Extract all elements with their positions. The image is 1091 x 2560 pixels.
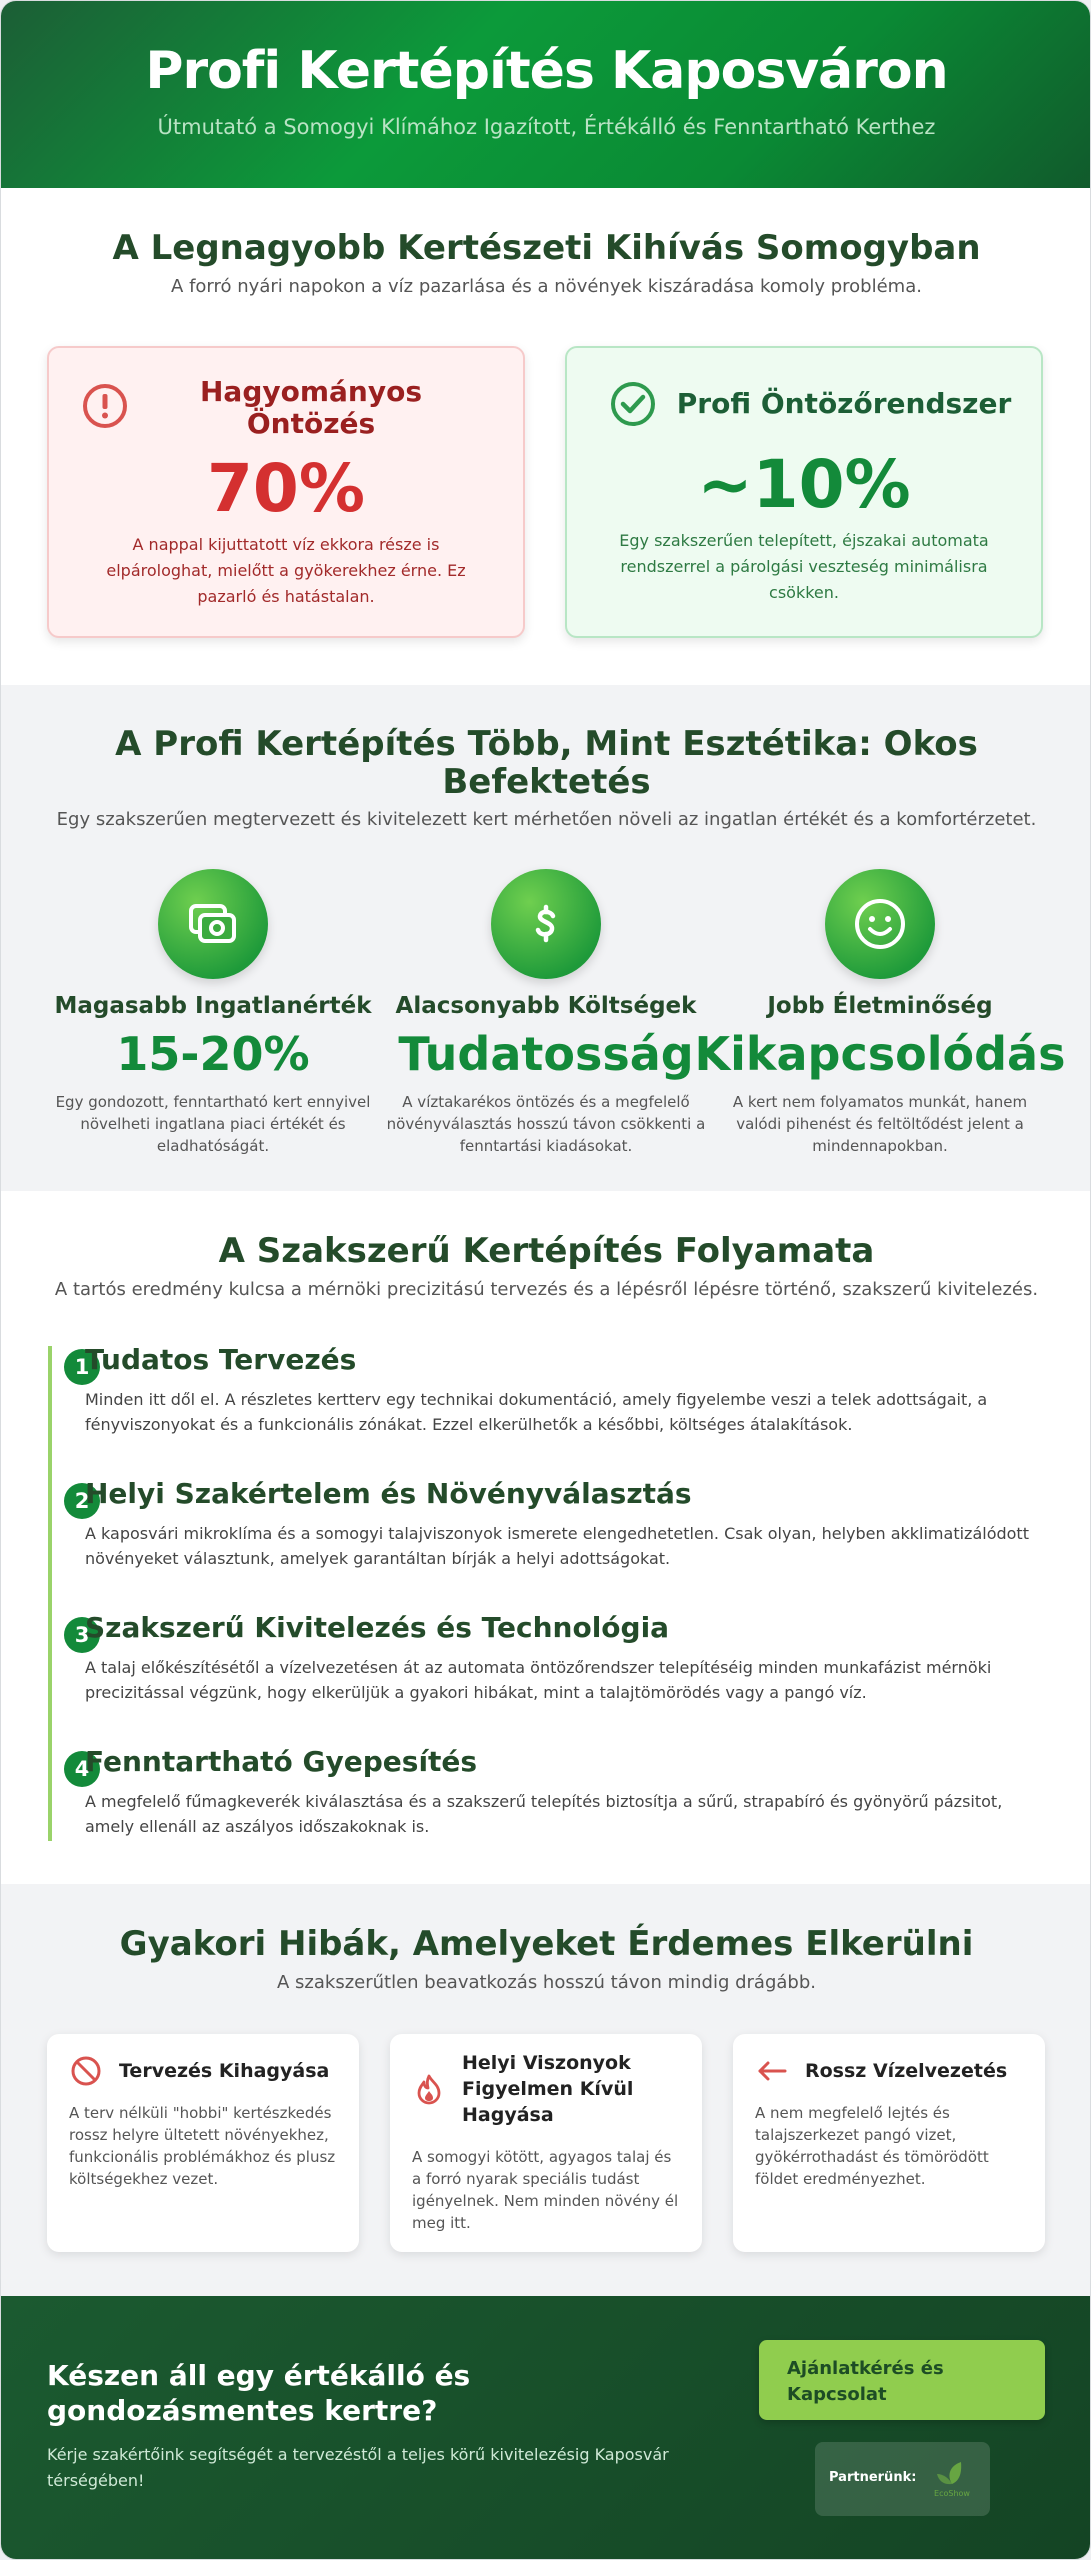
cta-title: Készen áll egy értékálló és gondozásmentes kertre? xyxy=(47,2359,471,2427)
step-title: Tudatos Tervezés xyxy=(85,1343,357,1376)
feature-text: A kert nem folyamatos munkát, hanem valódi pihenést és feltöltődést jelent a mindennapokban. xyxy=(732,1093,1028,1155)
mistake-card xyxy=(390,2034,702,2252)
step-number-badge: 2 xyxy=(64,1483,100,1519)
step-text: A talaj előkészítésétől a vízelvezetésen át az automata öntözőrendszer telepítéséig minden munkafázist mérnöki precizitással végzünk, hogy elkerüljük a gyakori hibákat, mint a talajtömörödés vagy a pangó víz. xyxy=(85,1658,992,1702)
feature-text: A víztakarékos öntözés és a megfelelő növényválasztás hosszú távon csökkenti a fenntartási kiadásokat. xyxy=(386,1093,706,1155)
feature-label: Jobb Életminőség xyxy=(767,993,993,1019)
hero-title: Profi Kertépítés Kaposváron xyxy=(145,41,948,101)
arrow-left-icon xyxy=(755,2054,789,2088)
step-title: Fenntartható Gyepesítés xyxy=(85,1745,478,1778)
professional-value: ~10% xyxy=(697,446,911,523)
professional-irrigation-card xyxy=(565,346,1043,638)
cta-text: Kérje szakértőink segítségét a tervezéstől a teljes körű kivitelezésig Kaposvár térségében! xyxy=(47,2445,669,2490)
step-text: Minden itt dől el. A részletes kertterv egy technikai dokumentáció, amely figyelembe veszi a telek adottságait, a fényviszonyokat és a funkcionális zónákat. Ezzel elkerülhetők a későbbi, költséges átalakítások. xyxy=(85,1390,988,1434)
mistake-text: A nem megfelelő lejtés és talajszerkezet pangó vizet, gyökérrothadást és tömörödött földet eredményezhet. xyxy=(755,2104,989,2188)
traditional-title: Hagyományos Öntözés xyxy=(199,375,423,440)
challenge-title: A Legnagyobb Kertészeti Kihívás Somogyban xyxy=(112,228,981,268)
challenge-section xyxy=(1,188,1091,685)
step-text: A megfelelő fűmagkeverék kiválasztása és a szakszerű telepítés biztosítja a sűrű, strapabíró és gyönyörű pázsitot, amely ellenáll az aszályos időszakoknak is. xyxy=(85,1792,1003,1836)
step-title: Helyi Szakértelem és Növényválasztás xyxy=(85,1477,692,1510)
step-number-badge: 3 xyxy=(64,1617,100,1653)
feature-label: Magasabb Ingatlanérték xyxy=(54,993,372,1019)
hero-subtitle: Útmutató a Somogyi Klímához Igazított, Értékálló és Fenntartható Kerthez xyxy=(157,115,936,139)
mistake-title: Tervezés Kihagyása xyxy=(119,2060,330,2082)
mistake-card xyxy=(733,2034,1045,2252)
feature-text: Egy gondozott, fenntartható kert ennyivel növelheti ingatlana piaci értékét és eladhatóságát. xyxy=(55,1093,371,1155)
smile-icon xyxy=(852,896,908,952)
mistake-title: Rossz Vízelvezetés xyxy=(805,2060,1008,2082)
ban-icon xyxy=(69,2054,103,2088)
mistakes-section xyxy=(1,1884,1091,2296)
mistake-text: A somogyi kötött, agyagos talaj és a forró nyarak speciális tudást igényelnek. Nem minden növény él meg itt. xyxy=(412,2148,679,2232)
feature-icon-circle xyxy=(491,869,601,979)
mistakes-subtitle: A szakszerűtlen beavatkozás hosszú távon mindig drágább. xyxy=(277,1972,816,1993)
cta-section xyxy=(1,2296,1091,2560)
check-circle-icon xyxy=(609,380,657,428)
partner-label: Partnerünk: xyxy=(829,2470,917,2485)
mistake-title: Helyi Viszonyok Figyelmen Kívül Hagyása xyxy=(462,2052,634,2126)
professional-text: Egy szakszerűen telepített, éjszakai automata rendszerrel a párolgási veszteség minimálisra csökken. xyxy=(619,531,989,602)
process-timeline xyxy=(48,1346,52,1841)
hero-banner xyxy=(1,1,1091,188)
professional-title: Profi Öntözőrendszer xyxy=(676,387,1012,420)
step-title: Szakszerű Kivitelezés és Technológia xyxy=(85,1611,670,1644)
mistake-card xyxy=(47,2034,359,2252)
traditional-text: A nappal kijuttatott víz ekkora része is elpárologhat, mielőtt a gyökerekhez érne. Ez pazarló és hatástalan. xyxy=(106,535,466,606)
feature-icon-circle xyxy=(825,869,935,979)
mistake-text: A terv nélküli "hobbi" kertészkedés rossz helyre ültetett növényekhez, funkcionális problémákhoz és plusz költségekhez vezet. xyxy=(69,2104,336,2188)
process-subtitle: A tartós eredmény kulcsa a mérnöki precizitású tervezés és a lépésről lépésre történő, szakszerű kivitelezés. xyxy=(54,1279,1039,1300)
partner-logo xyxy=(927,2454,977,2504)
step-text: A kaposvári mikroklíma és a somogyi talajviszonyok ismerete elengedhetetlen. Csak olyan, helyben akklimatizálódott növényeket választunk, amelyek garantáltan bírják a helyi adottságokat. xyxy=(85,1524,1029,1568)
investment-title: A Profi Kertépítés Több, Mint Esztétika: Okos Befektetés xyxy=(115,724,978,802)
process-section xyxy=(1,1191,1091,1884)
quote-request-button[interactable]: Ajánlatkérés és Kapcsolat xyxy=(759,2340,1045,2420)
challenge-subtitle: A forró nyári napokon a víz pazarlása és a növények kiszáradása komoly probléma. xyxy=(171,276,922,297)
feature-value: 15-20% xyxy=(116,1027,310,1081)
step-number-badge: 1 xyxy=(64,1349,100,1385)
dollar-icon xyxy=(518,896,574,952)
step-number-badge: 4 xyxy=(64,1751,100,1787)
feature-value: Kikapcsolódás xyxy=(694,1027,1066,1081)
feature-icon-circle xyxy=(158,869,268,979)
leaf-logo-icon xyxy=(927,2454,977,2504)
traditional-value: 70% xyxy=(207,450,365,527)
process-title: A Szakszerű Kertépítés Folyamata xyxy=(218,1231,875,1271)
investment-section xyxy=(1,685,1091,1191)
investment-subtitle: Egy szakszerűen megtervezett és kivitelezett kert mérhetően növeli az ingatlan értékét és a komfortérzetet. xyxy=(56,809,1037,830)
fire-icon xyxy=(412,2072,446,2106)
mistakes-title: Gyakori Hibák, Amelyeket Érdemes Elkerülni xyxy=(119,1924,974,1964)
partner-badge[interactable] xyxy=(815,2442,990,2516)
traditional-irrigation-card xyxy=(47,346,525,638)
feature-label: Alacsonyabb Költségek xyxy=(395,993,697,1019)
feature-value: Tudatosság xyxy=(398,1027,694,1081)
money-icon xyxy=(185,896,241,952)
partner-logo-text: EcoShow xyxy=(934,2489,970,2498)
exclamation-circle-icon xyxy=(81,382,129,430)
